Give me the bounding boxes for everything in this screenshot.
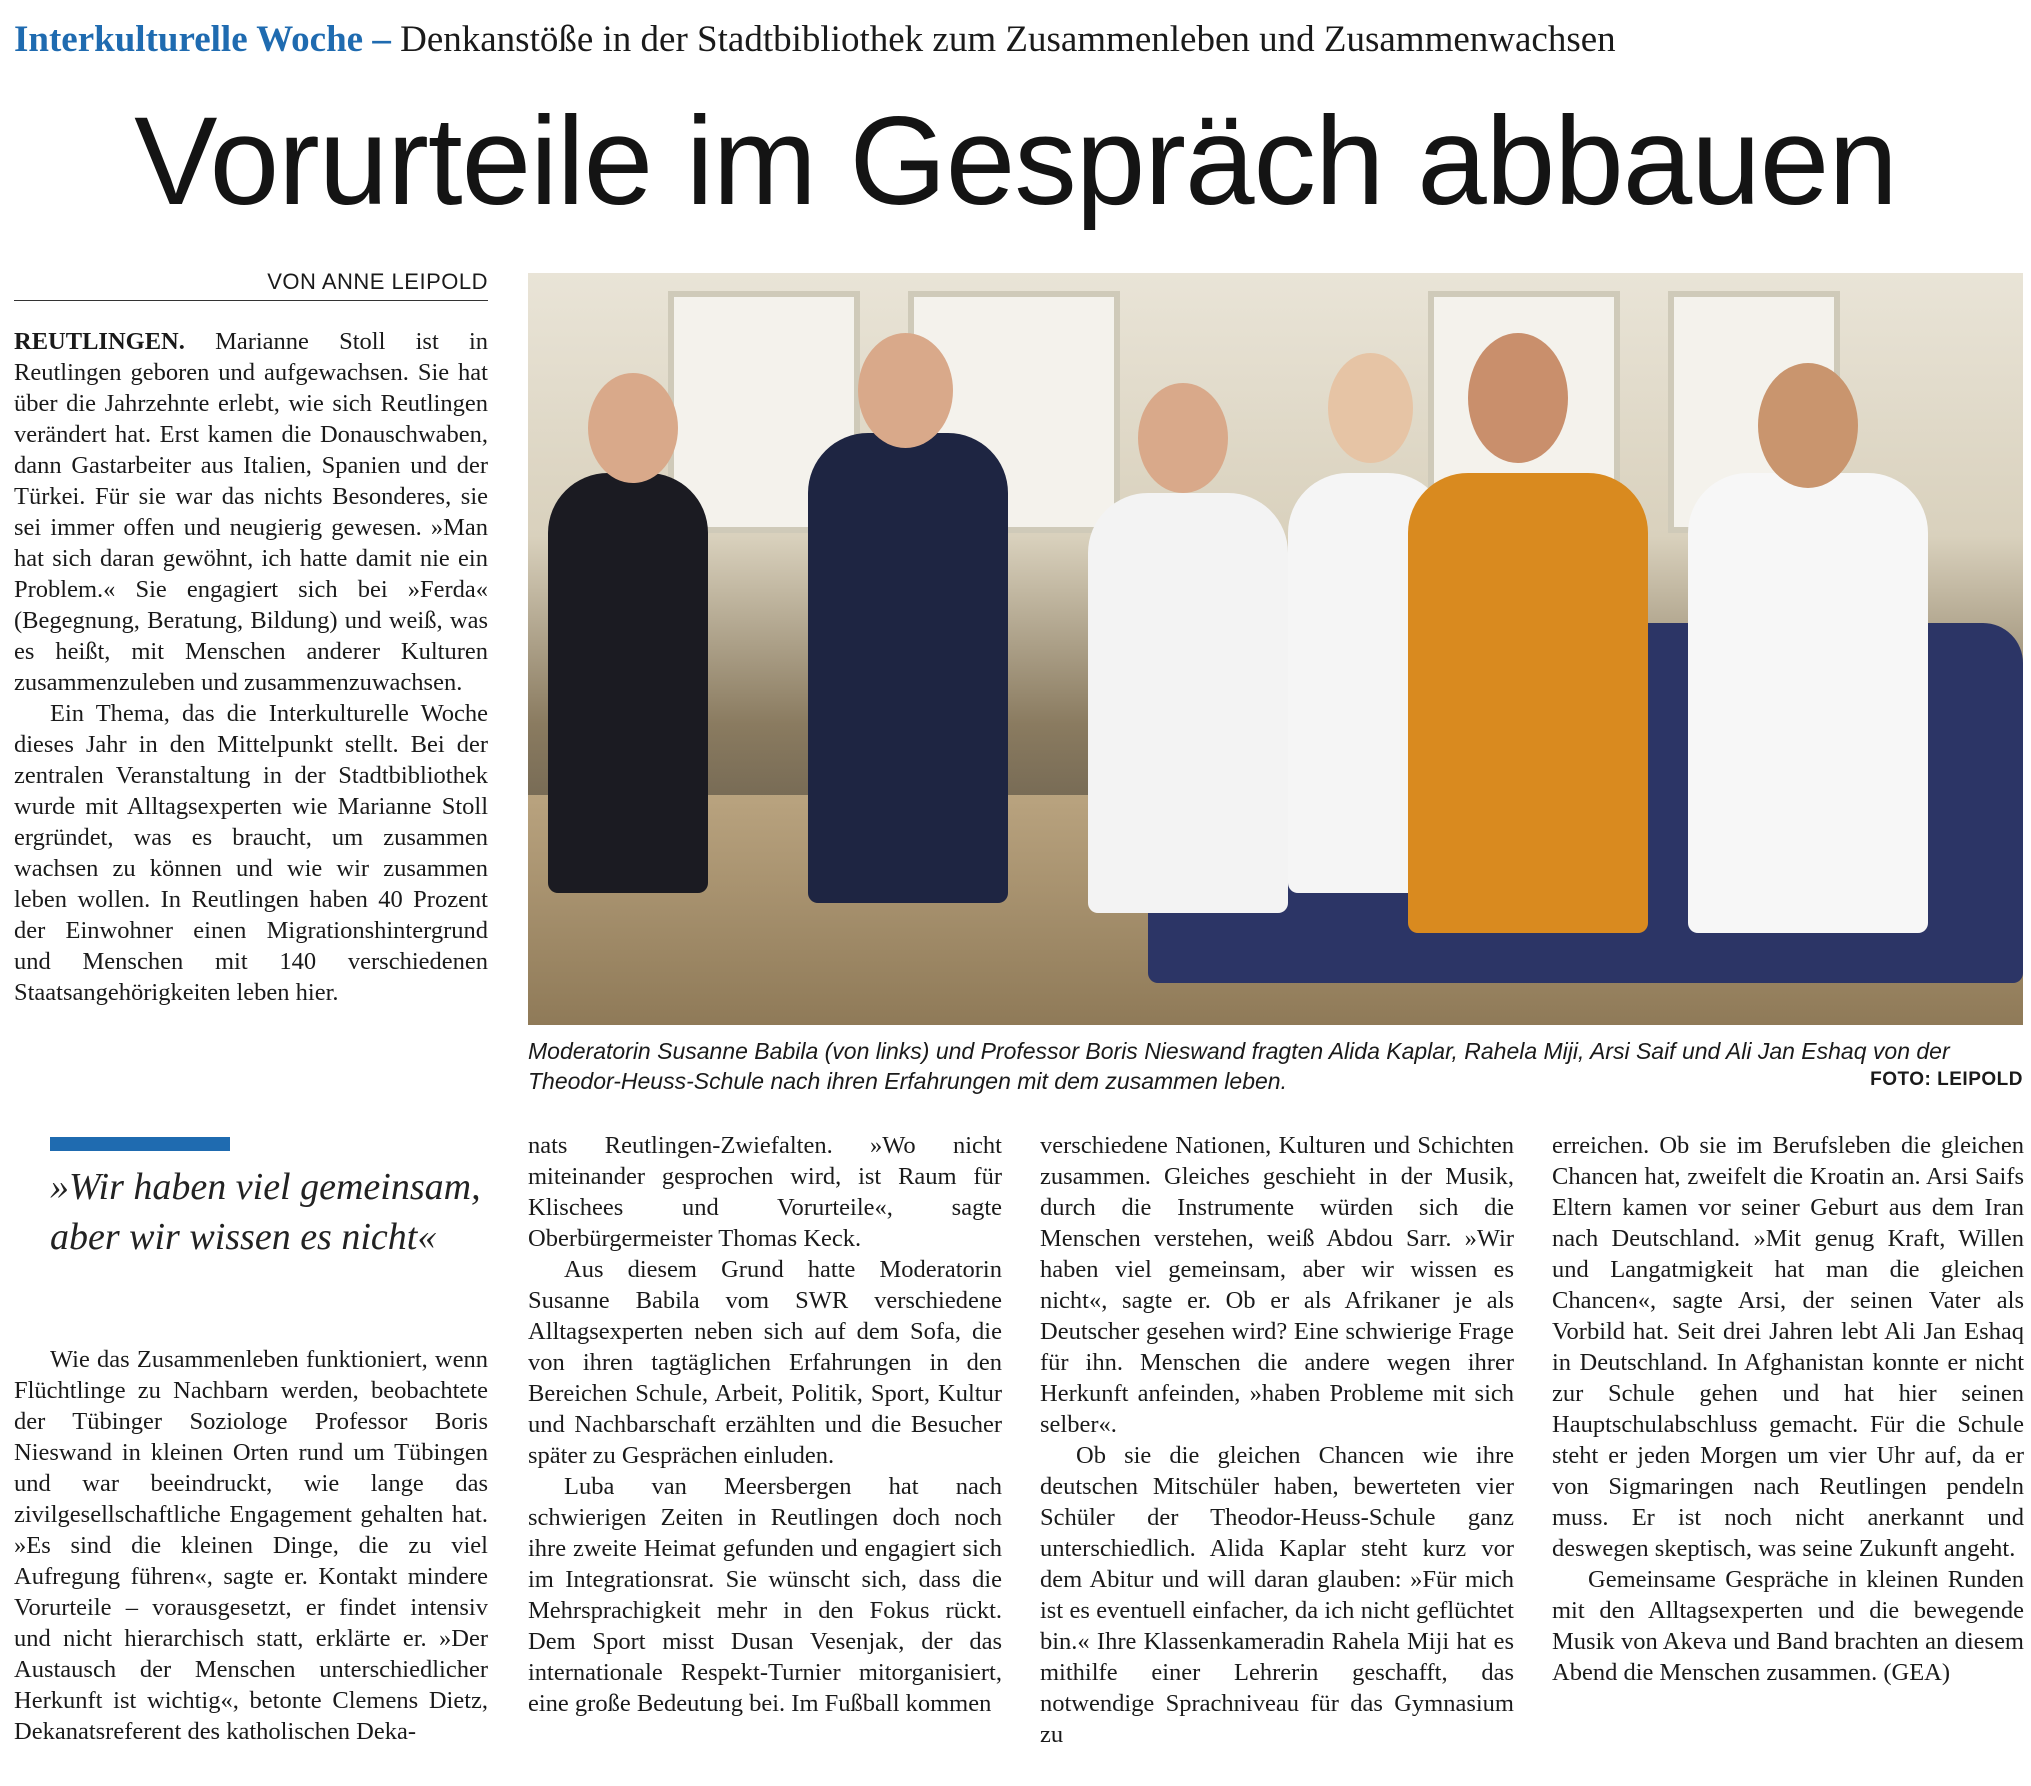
- photo-credit: FOTO: LEIPOLD: [1870, 1069, 2023, 1090]
- paragraph: erreichen. Ob sie im Berufsleben die gleichen Chancen hat, zweifelt die Kroatin an. Arsi Saifs Eltern kamen vor seiner Geburt aus dem Iran nach Deutschland. »Mit genug Kraft, Willen und Langatmigkeit hat man die gleichen Chancen«, sagte Arsi, der seinen Vater als Vorbild hat. Seit drei Jahren lebt Ali Jan Eshaq in Deutschland. In Afghanistan konnte er nicht zur Schule gehen und hat hier seinen Hauptschulabschluss gemacht. Für die Schule steht er jeden Morgen um vier Uhr auf, da er von Sigmaringen nach Reutlingen pendeln muss. Er ist noch nicht anerkannt und deswegen skeptisch, was seine Zukunft angeht.: [1552, 1132, 2024, 1562]
- paragraph: Gemeinsame Gespräche in kleinen Runden mit den Alltagsexperten und die bewegende Musik von Akeva und Band brachten an diesem Abend die Menschen zusammen. (GEA): [1552, 1566, 2024, 1686]
- person-shape: [1688, 473, 1928, 933]
- head-shape: [588, 373, 678, 483]
- article-headline: Vorurteile im Gespräch abbauen: [134, 92, 1897, 231]
- kicker-subtitle: Denkanstöße in der Stadtbibliothek zum Zusammenleben und Zusammenwachsen: [400, 19, 1616, 60]
- column-1-bottom: [14, 1344, 488, 1747]
- kicker-topic: Interkulturelle Woche: [14, 19, 364, 60]
- paragraph: nats Reutlingen-Zwiefalten. »Wo nicht miteinander gesprochen wird, ist Raum für Klischees und Vorurteile«, sagte Oberbürgermeister Thomas Keck.: [528, 1132, 1002, 1252]
- dateline: REUTLINGEN.: [14, 328, 185, 355]
- column-1-top: [14, 326, 488, 1008]
- head-shape: [1468, 333, 1568, 463]
- article-photo: [528, 273, 2023, 1025]
- paragraph: Wie das Zusammenleben funktioniert, wenn Flüchtlinge zu Nachbarn werden, beobachtete der Tübinger Soziologe Professor Boris Nieswand in kleinen Orten rund um Tübingen und war beeindruckt, wie lange das zivilgesellschaftliche Engagement gehalten hat. »Es sind die kleinen Dinge, die zu viel Aufregung führen«, sagte er. Kontakt mindere Vorurteile – vorausgesetzt, er findet intensiv und nicht hierarchisch statt, erklärte er. »Der Austausch der Menschen unterschiedlicher Herkunft ist wichtig«, betonte Clemens Dietz, Dekanatsreferent des katholischen Deka-: [14, 1346, 488, 1745]
- paragraph: [14, 326, 488, 698]
- paragraph: Luba van Meersbergen hat nach schwierigen Zeiten in Reutlingen doch noch ihre zweite Heimat gefunden und engagiert sich im Integrationsrat. Sie wünscht sich, dass die Mehrsprachigkeit mehr in den Fokus rückt. Dem Sport misst Dusan Vesenjak, der das internationale Respekt-Turnier mitorganisiert, eine große Bedeutung bei. Im Fußball kommen: [528, 1473, 1002, 1717]
- pullquote-accent-bar: [50, 1137, 230, 1151]
- head-shape: [1138, 383, 1228, 493]
- person-shape: [1088, 493, 1288, 913]
- paragraph: verschiedene Nationen, Kulturen und Schichten zusammen. Gleiches geschieht in der Musik, durch die Instrumente würden sich die Menschen verstehen, weiß Abdou Sarr. »Wir haben viel gemeinsam, aber wir wissen es nicht«, sagte er. Ob er als Afrikaner je als Deutscher gesehen wird? Eine schwierige Frage für ihn. Menschen die andere wegen ihrer Herkunft anfeinden, »haben Probleme mit sich selber«.: [1040, 1132, 1514, 1438]
- column-3: [1040, 1130, 1514, 1750]
- paragraph: Ob sie die gleichen Chancen wie ihre deutschen Mitschüler haben, bewerteten vier Schüler der Theodor-Heuss-Schule ganz unterschiedlich. Alida Kaplar steht kurz vor dem Abitur und will daran glauben: »Für mich ist es eventuell einfacher, da ich nicht geflüchtet bin.« Ihre Klassenkameradin Rahela Miji hat es mithilfe einer Lehrerin geschafft, das notwendige Sprachniveau für das Gymnasium zu: [1040, 1442, 1514, 1748]
- head-shape: [1328, 353, 1413, 463]
- article-kicker: [14, 14, 2004, 66]
- person-shape: [548, 473, 708, 893]
- paragraph-text: Marianne Stoll ist in Reutlingen geboren und aufgewachsen. Sie hat über die Jahrzehnte erlebt, wie sich Reutlingen verändert hat. Erst kamen die Donauschwaben, dann Gastarbeiter aus Italien, Spanien und der Türkei. Für sie war das nichts Besonderes, sie sei immer offen und neugierig gewesen. »Man hat sich daran gewöhnt, ich hatte damit nie ein Problem.« Sie engagiert sich bei »Ferda« (Begegnung, Beratung, Bildung) und weiß, was es heißt, mit Menschen anderer Kulturen zusammenzuleben und zusammenzuwachsen.: [14, 328, 489, 696]
- paragraph: Ein Thema, das die Interkulturelle Woche dieses Jahr in den Mittelpunkt stellt. Bei der zentralen Veranstaltung in der Stadtbibliothek wurde mit Alltagsexperten wie Marianne Stoll ergründet, was es braucht, um zusammen wachsen zu können und wie wir zusammen leben wollen. In Reutlingen haben 40 Prozent der Einwohner einen Migrationshintergrund und Menschen mit 140 verschiedenen Staatsangehörigkeiten leben hier.: [14, 700, 488, 1006]
- pullquote: »Wir haben viel gemeinsam, aber wir wissen es nicht«: [50, 1166, 481, 1258]
- person-shape: [1408, 473, 1648, 933]
- column-2: [528, 1130, 1002, 1719]
- person-shape: [808, 433, 1008, 903]
- byline: VON ANNE LEIPOLD: [14, 268, 488, 301]
- column-4: [1552, 1130, 2024, 1688]
- kicker-dash: –: [372, 19, 391, 60]
- head-shape: [858, 333, 953, 448]
- photo-caption: Moderatorin Susanne Babila (von links) und Professor Boris Nieswand fragten Alida Kaplar, Rahela Miji, Arsi Saif und Ali Jan Eshaq von der Theodor-Heuss-Schule nach ihren Erfahrungen mit dem zusammen leben.: [528, 1038, 1950, 1094]
- paragraph: Aus diesem Grund hatte Moderatorin Susanne Babila vom SWR verschiedene Alltagsexperten neben sich auf dem Sofa, die von ihren tagtäglichen Erfahrungen in den Bereichen Schule, Arbeit, Politik, Sport, Kultur und Nachbarschaft erzählten und die Besucher später zu Gesprächen einluden.: [528, 1256, 1002, 1469]
- head-shape: [1758, 363, 1858, 488]
